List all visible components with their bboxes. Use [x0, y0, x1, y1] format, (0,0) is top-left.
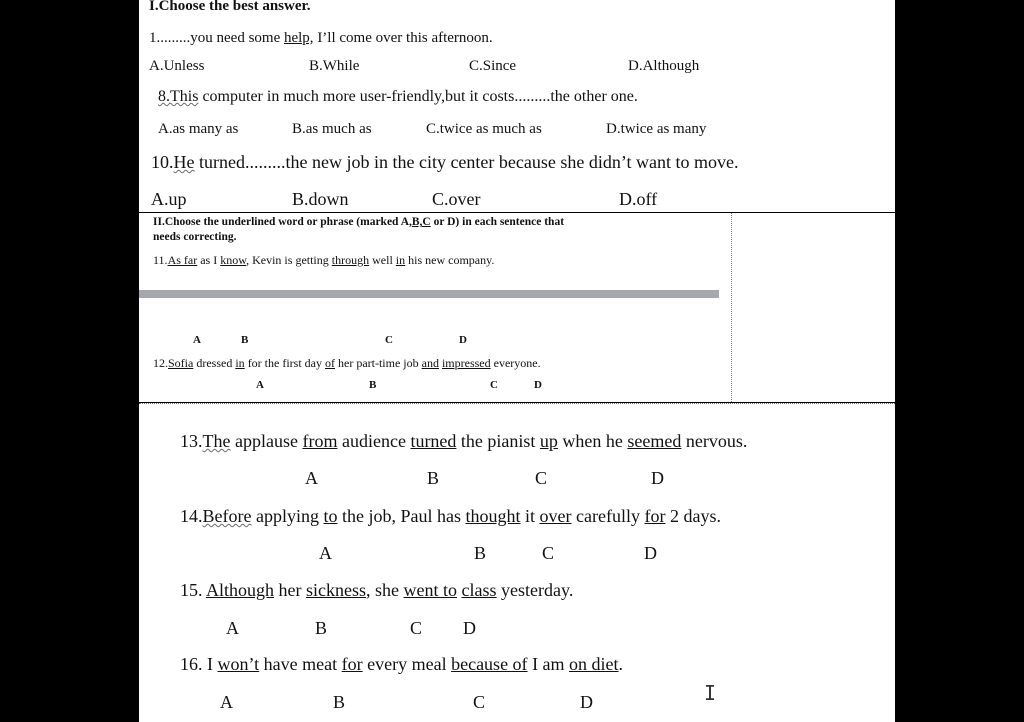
q14-sentence: 14.Before applying to the job, Paul has thought it over carefully for 2 days. — [180, 506, 721, 526]
q10-sentence: 10.He turned.........the new job in the city center because she didn’t want to move. — [151, 152, 739, 172]
q10-option-c[interactable]: C.over — [432, 189, 481, 209]
section1-heading: I.Choose the best answer. — [149, 0, 311, 14]
section2-heading: II.Choose the underlined word or phrase (marked A,B,C or D) in each sentence that — [153, 216, 565, 228]
q15-label-a: A — [226, 618, 239, 638]
q16-label-c: C — [473, 692, 486, 712]
q8-sentence: 8.This computer in much more user-friendly,but it costs.........the other one. — [158, 88, 638, 105]
q11-label-a: A — [193, 334, 201, 346]
section2-heading-line2: needs correcting. — [153, 231, 237, 243]
q13-label-a: A — [305, 468, 318, 488]
section3-panel — [139, 403, 895, 722]
q10-option-a[interactable]: A.up — [151, 189, 187, 209]
q1-option-b[interactable]: B.While — [309, 58, 360, 74]
q16-label-d: D — [580, 692, 593, 712]
q1-option-d[interactable]: D.Although — [628, 58, 700, 74]
q1-sentence: 1.........you need some help, I’ll come over this afternoon. — [149, 30, 493, 46]
q16-label-a: A — [220, 692, 233, 712]
q12-label-c: C — [490, 379, 498, 391]
q16-sentence: 16. I won’t have meat for every meal because of I am on diet. — [180, 654, 624, 674]
q1-option-a[interactable]: A.Unless — [149, 58, 205, 74]
q13-sentence: 13.The applause from audience turned the pianist up when he seemed nervous. — [180, 431, 748, 451]
panel-divider — [731, 213, 732, 402]
q13-label-d: D — [651, 468, 664, 488]
q14-label-c: C — [542, 543, 555, 563]
text-cursor-icon: I — [704, 681, 717, 705]
q10-option-d[interactable]: D.off — [619, 189, 658, 209]
q8-option-b[interactable]: B.as much as — [292, 121, 372, 137]
q13-label-c: C — [535, 468, 548, 488]
grey-separator-bar — [139, 290, 719, 298]
q16-label-b: B — [333, 692, 346, 712]
q11-label-c: C — [385, 334, 393, 346]
q1-option-c[interactable]: C.Since — [469, 58, 517, 74]
panel-top-border — [139, 403, 895, 404]
q15-label-b: B — [315, 618, 328, 638]
q12-label-a: A — [256, 379, 264, 391]
q11-label-b: B — [241, 334, 249, 346]
q12-label-b: B — [369, 379, 377, 391]
q15-label-c: C — [410, 618, 423, 638]
q11-label-d: D — [459, 334, 467, 346]
q14-label-b: B — [474, 543, 487, 563]
section2-panel — [139, 213, 895, 402]
q11-sentence: 11.As far as I know, Kevin is getting through well in his new company. — [153, 253, 495, 267]
q10-option-b[interactable]: B.down — [292, 189, 349, 209]
q14-label-d: D — [644, 543, 657, 563]
q8-option-c[interactable]: C.twice as much as — [426, 121, 542, 137]
q8-option-d[interactable]: D.twice as many — [606, 121, 707, 137]
q12-sentence: 12.Sofia dressed in for the first day of her part-time job and impressed everyone. — [153, 356, 541, 370]
q15-sentence: 15. Although her sickness, she went to class yesterday. — [180, 580, 574, 600]
q8-option-a[interactable]: A.as many as — [158, 121, 239, 137]
section1-panel — [139, 0, 895, 212]
q14-label-a: A — [319, 543, 332, 563]
q15-label-d: D — [463, 618, 476, 638]
q13-label-b: B — [427, 468, 440, 488]
q12-label-d: D — [534, 379, 542, 391]
